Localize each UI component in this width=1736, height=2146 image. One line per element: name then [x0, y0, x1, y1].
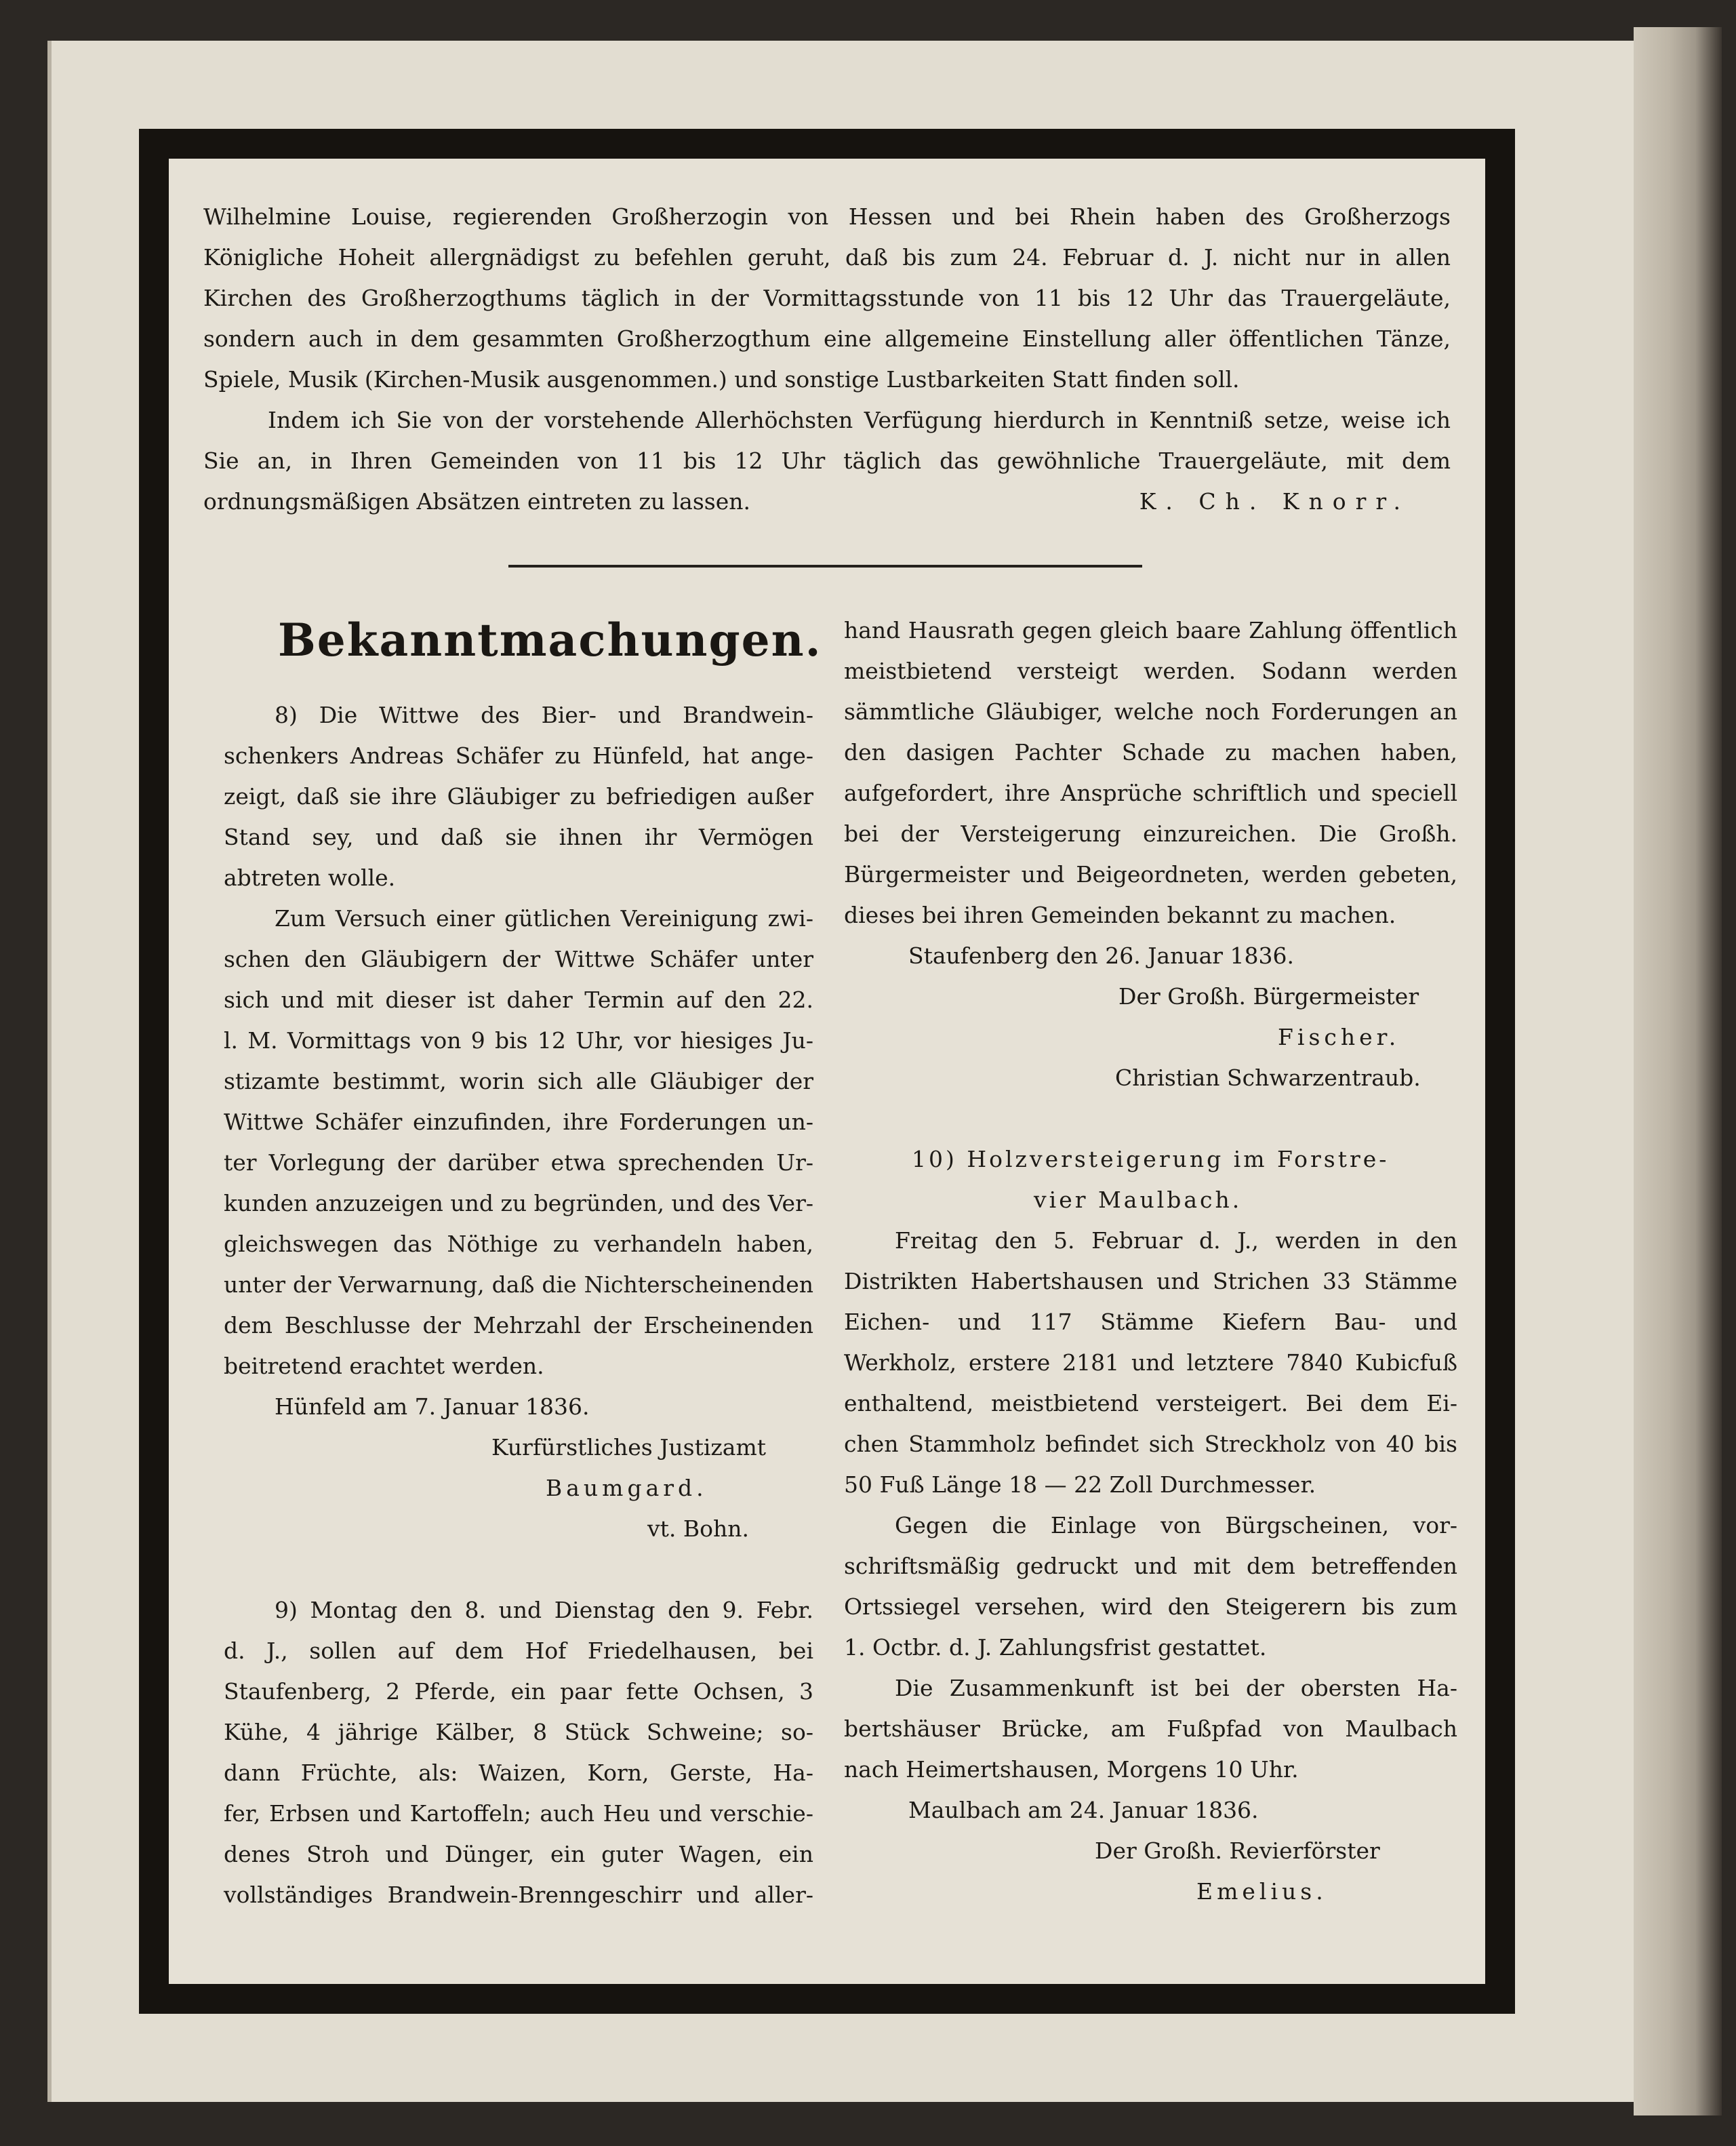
notice-line: Kirchen des Großherzogthums täglich in der Vormittagsstunde von 11 bis 12 Uhr das Trauergeläute, — [203, 285, 1451, 311]
notice-line: ordnungsmäßigen Absätzen eintreten zu lassen. — [203, 488, 750, 515]
ann10-line: Ortssiegel versehen, wird den Steigerern bis zum — [844, 1593, 1457, 1620]
notice-line: Wilhelmine Louise, regierenden Großherzogin von Hessen und bei Rhein haben des Großherzogs — [203, 203, 1451, 230]
ann8-line: gleichswegen das Nöthige zu verhandeln haben, — [224, 1231, 813, 1257]
ann8-line: schen den Gläubigern der Wittwe Schäfer unter — [224, 946, 813, 972]
ann8-line: Wittwe Schäfer einzufinden, ihre Forderungen un- — [224, 1109, 813, 1135]
ann9-cont-line: Bürgermeister und Beigeordneten, werden gebeten, — [844, 861, 1457, 888]
ann10-line: chen Stammholz befindet sich Streckholz von 40 bis — [844, 1431, 1457, 1457]
ann9-line: Kühe, 4 jährige Kälber, 8 Stück Schweine; so- — [224, 1719, 813, 1745]
column-right — [844, 610, 1457, 1912]
ann8-line: l. M. Vormittags von 9 bis 12 Uhr, vor hiesiges Ju- — [224, 1027, 813, 1054]
section-divider — [508, 565, 1142, 568]
notice-line: Indem ich Sie von der vorstehende Allerhöchsten Verfügung hierdurch in Kenntniß setze, weise ich — [268, 407, 1451, 433]
ann9-cont-line: aufgefordert, ihre Ansprüche schriftlich und speciell — [844, 780, 1457, 806]
ann9-cont-line: den dasigen Pachter Schade zu machen haben, — [844, 739, 1457, 766]
ann10-line: Freitag den 5. Februar d. J., werden in den — [895, 1227, 1457, 1254]
ann8-line: beitretend erachtet werden. — [224, 1353, 544, 1379]
ann10-line: 1. Octbr. d. J. Zahlungsfrist gestattet. — [844, 1634, 1267, 1661]
ann8-line: stizamte bestimmt, worin sich alle Gläubiger der — [224, 1068, 813, 1094]
notice-line: Königliche Hoheit allergnädigst zu befehlen geruht, daß bis zum 24. Februar d. J. nicht nur in allen — [203, 244, 1451, 271]
page-edges — [1634, 27, 1722, 2115]
ann9-line: dann Früchte, als: Waizen, Korn, Gerste, Ha- — [224, 1760, 813, 1786]
ann9-line: denes Stroh und Dünger, ein guter Wagen, ein — [224, 1841, 813, 1867]
ann8-line: kunden anzuzeigen und zu begründen, und des Ver- — [224, 1190, 813, 1216]
section-heading: Bekanntmachungen. — [278, 614, 822, 667]
column-left — [224, 695, 813, 1915]
ann8-line: Zum Versuch einer gütlichen Vereinigung zwi- — [275, 905, 813, 932]
ann8-vt: vt. Bohn. — [647, 1515, 749, 1542]
ann9-authority: Der Großh. Bürgermeister — [1118, 983, 1419, 1010]
ann9-extra: Christian Schwarzentraub. — [1115, 1065, 1421, 1091]
ann8-line: sich und mit dieser ist daher Termin auf den 22. — [224, 987, 813, 1013]
notice-line: Sie an, in Ihren Gemeinden von 11 bis 12 Uhr täglich das gewöhnliche Trauergeläute, mit dem — [203, 448, 1451, 474]
ann10-title: 10) Holzversteigerung im Forstre- — [912, 1146, 1390, 1172]
notice-signature: K. Ch. Knorr. — [1139, 488, 1410, 515]
ann8-line: abtreten wolle. — [224, 865, 396, 891]
ann10-line: Gegen die Einlage von Bürgscheinen, vor- — [895, 1512, 1457, 1538]
ann8-line: dem Beschlusse der Mehrzahl der Erscheinenden — [224, 1312, 813, 1338]
ann8-line: ter Vorlegung der darüber etwa sprechenden Ur- — [224, 1149, 813, 1176]
ann8-place-date: Hünfeld am 7. Januar 1836. — [275, 1393, 590, 1420]
ann8-line: 8) Die Wittwe des Bier- und Brandwein- — [275, 702, 813, 728]
ann10-line: bertshäuser Brücke, am Fußpfad von Maulbach — [844, 1715, 1457, 1742]
ann9-name: Fischer. — [1278, 1024, 1400, 1050]
ann8-name: Baumgard. — [546, 1475, 708, 1501]
ann10-place-date: Maulbach am 24. Januar 1836. — [908, 1797, 1259, 1823]
ann9-cont-line: meistbietend versteigt werden. Sodann werden — [844, 658, 1457, 684]
ann9-line: vollständiges Brandwein-Brenngeschirr und aller- — [224, 1882, 813, 1908]
mourning-notice — [203, 197, 1451, 522]
ann9-cont-line: hand Hausrath gegen gleich baare Zahlung öffentlich — [844, 617, 1457, 643]
ann9-cont-line: dieses bei ihren Gemeinden bekannt zu machen. — [844, 902, 1396, 928]
ann8-line: unter der Verwarnung, daß die Nichterscheinenden — [224, 1271, 813, 1298]
notice-line: sondern auch in dem gesammten Großherzogthum eine allgemeine Einstellung aller öffentlichen Tänze, — [203, 325, 1451, 352]
ann8-line: zeigt, daß sie ihre Gläubiger zu befriedigen außer — [224, 783, 813, 810]
ann9-line: d. J., sollen auf dem Hof Friedelhausen, bei — [224, 1637, 813, 1664]
ann10-name: Emelius. — [1196, 1878, 1327, 1905]
ann9-line: 9) Montag den 8. und Dienstag den 9. Febr. — [275, 1597, 813, 1623]
ann10-line: Werkholz, erstere 2181 und letztere 7840 Kubicfuß — [844, 1349, 1457, 1376]
ann10-line: Distrikten Habertshausen und Strichen 33 Stämme — [844, 1268, 1457, 1294]
ann10-line: enthaltend, meistbietend versteigert. Bei dem Ei- — [844, 1390, 1457, 1416]
ann10-line: nach Heimertshausen, Morgens 10 Uhr. — [844, 1756, 1299, 1783]
ann10-line: 50 Fuß Länge 18 — 22 Zoll Durchmesser. — [844, 1471, 1316, 1498]
ann8-line: Stand sey, und daß sie ihnen ihr Vermögen — [224, 824, 813, 850]
notice-line: Spiele, Musik (Kirchen-Musik ausgenommen.) und sonstige Lustbarkeiten Statt finden soll. — [203, 366, 1240, 393]
ann8-authority: Kurfürstliches Justizamt — [491, 1434, 767, 1461]
ann9-cont-line: bei der Versteigerung einzureichen. Die Großh. — [844, 820, 1457, 847]
ann9-place-date: Staufenberg den 26. Januar 1836. — [908, 942, 1295, 969]
ann10-line: schriftsmäßig gedruckt und mit dem betreffenden — [844, 1553, 1457, 1579]
ann8-line: schenkers Andreas Schäfer zu Hünfeld, hat ange- — [224, 742, 813, 769]
ann10-line: Die Zusammenkunft ist bei der obersten Ha- — [895, 1675, 1457, 1701]
ann9-line: Staufenberg, 2 Pferde, ein paar fette Ochsen, 3 — [224, 1678, 813, 1705]
ann10-authority: Der Großh. Revierförster — [1095, 1837, 1380, 1864]
ann9-line: fer, Erbsen und Kartoffeln; auch Heu und verschie- — [224, 1800, 813, 1827]
ann10-line: Eichen- und 117 Stämme Kiefern Bau- und — [844, 1309, 1457, 1335]
ann10-title: vier Maulbach. — [1034, 1187, 1243, 1213]
ann9-cont-line: sämmtliche Gläubiger, welche noch Forderungen an — [844, 698, 1457, 725]
